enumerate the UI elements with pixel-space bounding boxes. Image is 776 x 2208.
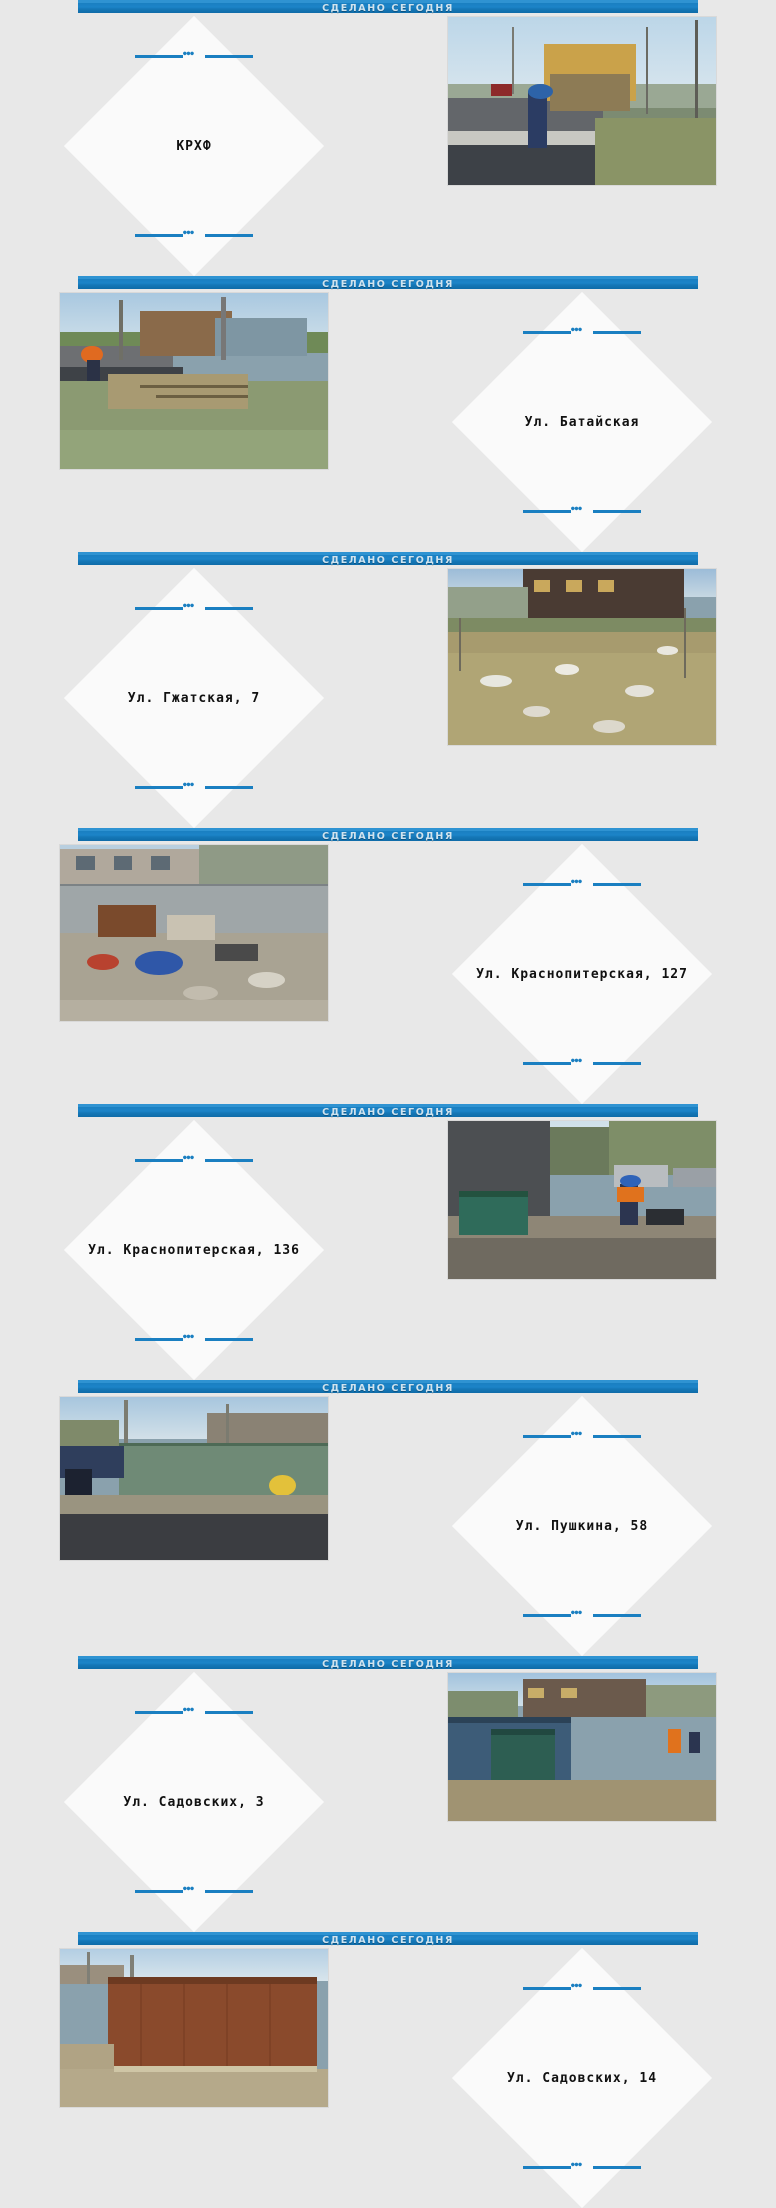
diamond-ornament-top xyxy=(523,1432,641,1441)
diamond-ornament-top xyxy=(135,1156,253,1165)
diamond-ornament-top xyxy=(135,52,253,61)
entry-caption: Ул. Гжатская, 7 xyxy=(127,690,261,706)
banner-strip xyxy=(78,1104,698,1120)
caption-diamond xyxy=(64,568,324,828)
entry-photo xyxy=(447,1120,717,1280)
entry-row xyxy=(0,1396,776,1656)
caption-diamond xyxy=(64,1672,324,1932)
banner-strip xyxy=(78,1932,698,1948)
photo-cell xyxy=(388,1120,776,1280)
diamond-ornament-bottom xyxy=(135,231,253,240)
photo-frame xyxy=(447,1672,717,1822)
diamond-ornament-bottom xyxy=(135,1335,253,1344)
entry-caption: Ул. Садовских, 14 xyxy=(506,2070,658,2086)
caption-cell xyxy=(0,1672,388,1932)
banner-label: СДЕЛАНО СЕГОДНЯ xyxy=(322,1382,454,1394)
entry-caption: КРХФ xyxy=(176,138,212,154)
entry-caption: Ул. Садовских, 3 xyxy=(123,1794,265,1810)
photo-frame xyxy=(59,292,329,470)
banner-label: СДЕЛАНО СЕГОДНЯ xyxy=(322,1658,454,1670)
banner-strip xyxy=(78,552,698,568)
photo-cell xyxy=(0,292,388,470)
banner-label: СДЕЛАНО СЕГОДНЯ xyxy=(322,1934,454,1946)
entry-caption: Ул. Краснопитерская, 127 xyxy=(476,966,688,982)
caption-cell xyxy=(0,1120,388,1380)
caption-diamond xyxy=(452,1396,712,1656)
entry-row xyxy=(0,1948,776,2208)
caption-cell xyxy=(0,16,388,276)
diamond-ornament-top xyxy=(523,880,641,889)
caption-diamond xyxy=(64,16,324,276)
photo-cell xyxy=(388,568,776,746)
entry-photo xyxy=(59,844,329,1022)
banner-label: СДЕЛАНО СЕГОДНЯ xyxy=(322,278,454,290)
diamond-ornament-bottom xyxy=(523,507,641,516)
entry-caption: Ул. Краснопитерская, 136 xyxy=(88,1242,300,1258)
photo-cell xyxy=(0,1396,388,1561)
banner-label: СДЕЛАНО СЕГОДНЯ xyxy=(322,2,454,14)
banner-strip xyxy=(78,1656,698,1672)
photo-cell xyxy=(0,1948,388,2108)
banner-strip xyxy=(78,0,698,16)
entry-row xyxy=(0,1120,776,1380)
banner-label: СДЕЛАНО СЕГОДНЯ xyxy=(322,554,454,566)
banner-label: СДЕЛАНО СЕГОДНЯ xyxy=(322,1106,454,1118)
photo-frame xyxy=(447,1120,717,1280)
banner-label: СДЕЛАНО СЕГОДНЯ xyxy=(322,830,454,842)
entry-caption: Ул. Пушкина, 58 xyxy=(515,1518,649,1534)
caption-cell xyxy=(388,1948,776,2208)
diamond-ornament-top xyxy=(523,328,641,337)
entry-photo xyxy=(447,1672,717,1822)
caption-cell xyxy=(388,1396,776,1656)
caption-diamond xyxy=(452,292,712,552)
diamond-ornament-bottom xyxy=(523,1611,641,1620)
photo-frame xyxy=(59,1948,329,2108)
caption-diamond xyxy=(452,1948,712,2208)
entry-photo xyxy=(447,568,717,746)
entry-photo xyxy=(59,1948,329,2108)
photo-frame xyxy=(447,16,717,186)
banner-strip xyxy=(78,276,698,292)
entry-photo xyxy=(59,292,329,470)
entry-photo xyxy=(59,1396,329,1561)
banner-strip xyxy=(78,828,698,844)
entry-row xyxy=(0,844,776,1104)
caption-cell xyxy=(388,844,776,1104)
banner-strip xyxy=(78,1380,698,1396)
photo-cell xyxy=(388,1672,776,1822)
diamond-ornament-bottom xyxy=(135,783,253,792)
diamond-ornament-top xyxy=(135,604,253,613)
caption-cell xyxy=(0,568,388,828)
caption-diamond xyxy=(64,1120,324,1380)
photo-cell xyxy=(0,844,388,1022)
photo-cell xyxy=(388,16,776,186)
diamond-ornament-top xyxy=(523,1984,641,1993)
entry-row xyxy=(0,16,776,276)
entry-row xyxy=(0,292,776,552)
diamond-ornament-bottom xyxy=(523,1059,641,1068)
photo-frame xyxy=(59,844,329,1022)
photo-frame xyxy=(447,568,717,746)
photo-frame xyxy=(59,1396,329,1561)
entry-row xyxy=(0,1672,776,1932)
entry-caption: Ул. Батайская xyxy=(524,414,640,430)
entry-photo xyxy=(447,16,717,186)
caption-cell xyxy=(388,292,776,552)
diamond-ornament-bottom xyxy=(135,1887,253,1896)
diamond-ornament-bottom xyxy=(523,2163,641,2172)
entry-row xyxy=(0,568,776,828)
diamond-ornament-top xyxy=(135,1708,253,1717)
caption-diamond xyxy=(452,844,712,1104)
